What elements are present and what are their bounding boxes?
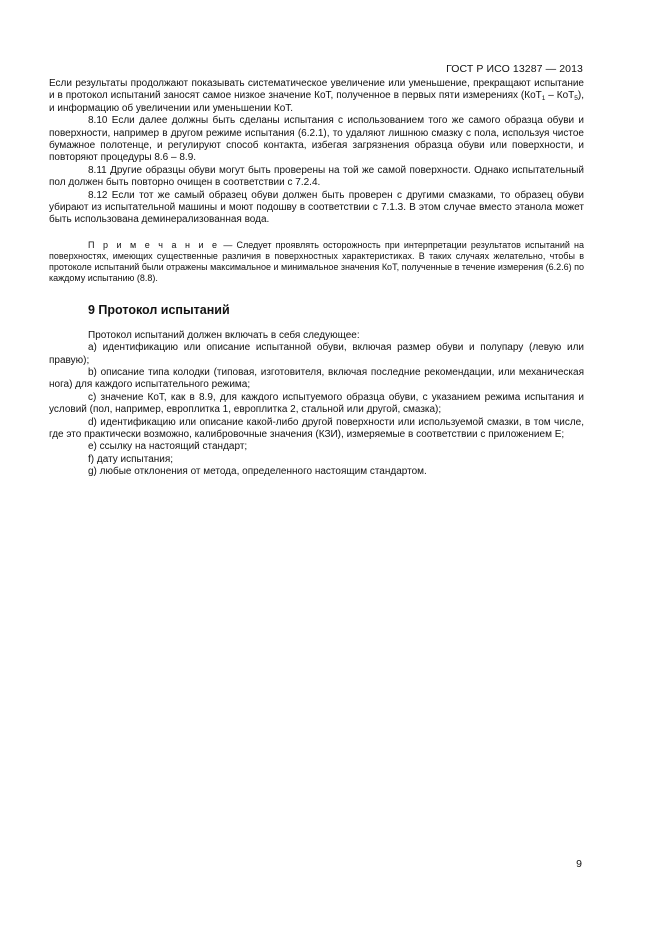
list-item-b: b) описание типа колодки (типовая, изготовителя, включая последние рекомендации, или механическая нога) для каждого испытательного режима; — [49, 366, 584, 391]
list-item-a: а) идентификацию или описание испытанной обуви, включая размер обуви и полупару (левую или правую); — [49, 342, 584, 366]
list-item-d: d) идентификацию или описание какой-либо другой поверхности или используемой смазки, в том числе, где это практически возможно, калибровочные значения (КЗИ), измеряемые в соответствии с приложением Е; — [49, 416, 584, 440]
paragraph-8-11: 8.11 Другие образцы обуви могут быть проверены на той же самой поверхности. Однако испытательный пол должен быть повторно очищен в соответствии с 7.2.4. — [49, 164, 584, 189]
subscript-5: 5 — [574, 95, 578, 103]
paragraph-results-mid: – КоТ — [545, 90, 575, 102]
paragraph-results — [49, 78, 584, 115]
subscript-1: 1 — [541, 95, 546, 103]
paragraph-results-end: ), и информацию об увеличении или уменьшении КоТ. — [49, 90, 584, 114]
paragraph-8-12: 8.12 Если тот же самый образец обуви должен быть проверен с другими смазками, то образец обуви убирают из испытательной машины и моют подошву в соответствии с 7.1.3. В этом случае вместо этанола может быть использована деминерализованная вода. — [49, 189, 584, 226]
paragraph-8-10: 8.10 Если далее должны быть сделаны испытания с использованием того же самого образца обуви и поверхности, например в другом режиме испытания (6.2.1), то удаляют лишнюю смазку с пола, используя чистое бумажное полотенце, и регулируют способ контакта, избегая загрязнения образца обуви или поверхности, и повторяют процедуры 8.6 – 8.9. — [49, 115, 584, 164]
list-item-e: е) ссылку на настоящий стандарт; — [88, 441, 248, 453]
page-number: 9 — [576, 858, 582, 870]
note-block — [49, 240, 584, 285]
page-content — [49, 78, 584, 479]
paragraph-results-text: Если результаты продолжают показывать систематическое увеличение или уменьшение, прекращают испытание и в протокол испытаний заносят самое низкое значение КоТ, полученное в первых пяти измерениях (КоТ — [49, 78, 584, 102]
list-item-c: с) значение КоТ, как в 8.9, для каждого испытуемого образца обуви, с указанием режима испытания и условий (пол, например, европлитка 1, европлитка 2, стальной или другой, смазка); — [49, 391, 584, 416]
note-text: — Следует проявлять осторожность при интерпретации результатов испытаний на поверхностях, имеющих существенные различия в поверхностных характеристиках. В таких случаях желательно, чтобы в протоколе испытаний были отражены максимальное и минимальное значения КоТ, полученные в течение измерения (6.2.6) по каждому испытанию (8.8). — [49, 239, 584, 284]
page-header-standard: ГОСТ Р ИСО 13287 — 2013 — [446, 63, 583, 75]
section-heading-9: 9 Протокол испытаний — [88, 302, 230, 317]
list-item-g: g) любые отклонения от метода, определенного настоящим стандартом. — [88, 466, 427, 478]
note-label: П р и м е ч а н и е — [88, 239, 220, 250]
list-item-f: f) дату испытания; — [88, 453, 174, 465]
section-9-intro: Протокол испытаний должен включать в себя следующее: — [88, 329, 360, 341]
